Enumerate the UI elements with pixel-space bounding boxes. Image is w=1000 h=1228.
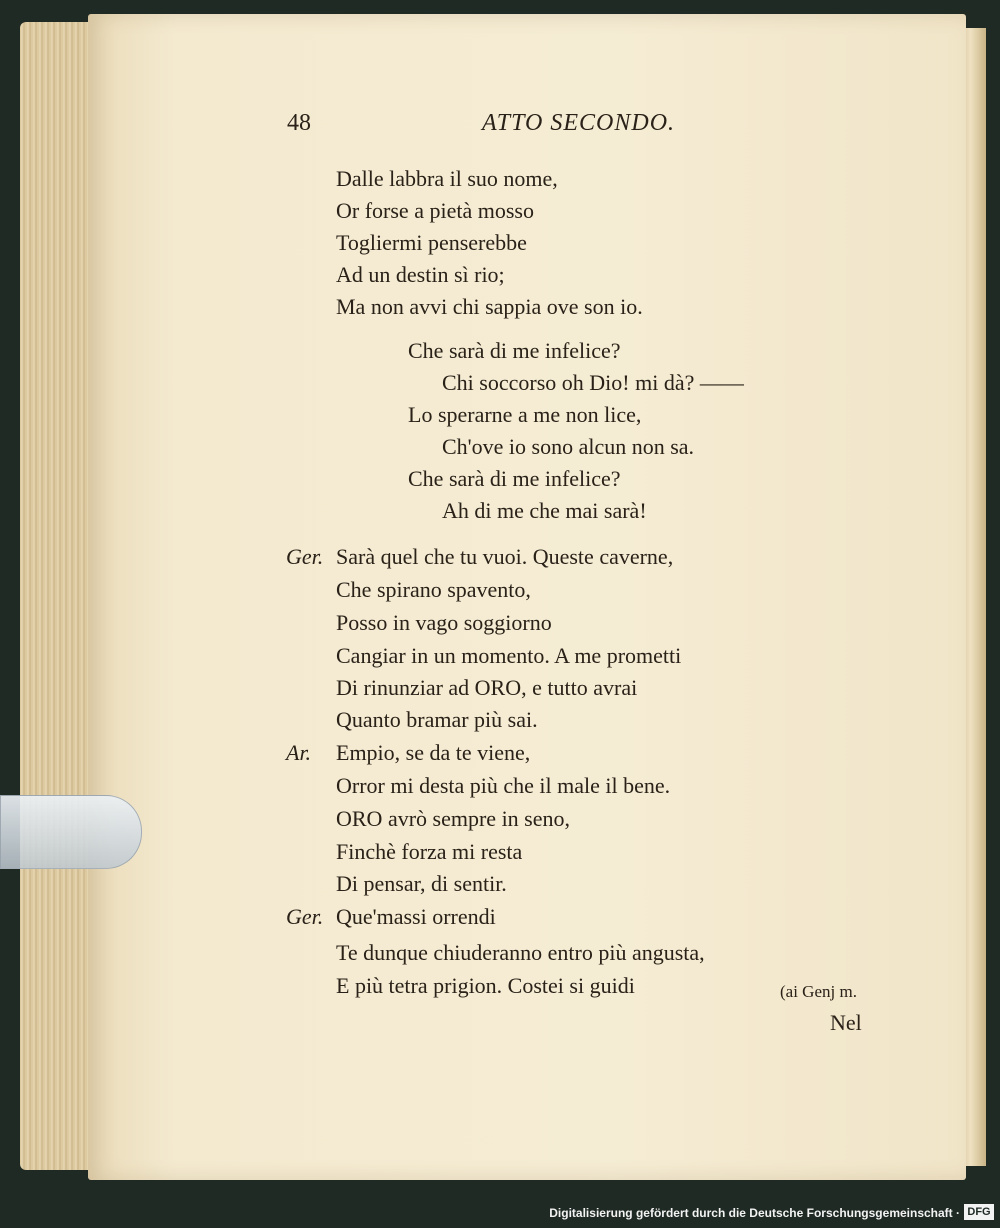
verse-line: Ma non avvi chi sappia ove son io.	[336, 294, 643, 319]
aria-line: Ah di me che mai sarà!	[442, 498, 647, 523]
dialogue-line: Finchè forza mi resta	[336, 839, 523, 864]
dialogue-line: Cangiar in un momento. A me prometti	[336, 643, 682, 668]
page-number: 48	[287, 110, 311, 136]
footer-credit: Digitalisierung gefördert durch die Deutsche Forschungsgemeinschaft ·	[549, 1206, 960, 1220]
running-header: ATTO SECONDO.	[482, 110, 676, 136]
verse-line: Or forse a pietà mosso	[336, 198, 534, 223]
dialogue-line: ORO avrò sempre in seno,	[336, 806, 571, 831]
verse-line: Ad un destin sì rio;	[336, 262, 505, 287]
dialogue-line: E più tetra prigion. Costei si guidi	[336, 973, 635, 998]
dialogue-line: Empio, se da te viene,	[336, 740, 531, 765]
dialogue-line: Sarà quel che tu vuoi. Queste caverne,	[336, 544, 674, 569]
dialogue-line: Di pensar, di sentir.	[336, 871, 507, 896]
dialogue-line: Que'massi orrendi	[336, 904, 496, 929]
aria-line: Lo sperarne a me non lice,	[408, 402, 642, 427]
speaker-label: Ger.	[286, 544, 324, 569]
verse-line: Dalle labbra il suo nome,	[336, 166, 558, 191]
speaker-label: Ger.	[286, 904, 324, 929]
aria-line: Chi soccorso oh Dio! mi dà? ——	[442, 370, 744, 395]
dialogue-line: Di rinunziar ad ORO, e tutto avrai	[336, 675, 638, 700]
dialogue-line: Te dunque chiuderanno entro più angusta,	[336, 940, 705, 965]
dialogue-line: Orror mi desta più che il male il bene.	[336, 773, 671, 798]
page-marker-tab	[0, 795, 142, 869]
dialogue-line: Quanto bramar più sai.	[336, 707, 538, 732]
dialogue-line: Posso in vago soggiorno	[336, 610, 552, 635]
aria-line: Che sarà di me infelice?	[408, 338, 621, 363]
speaker-label: Ar.	[286, 740, 312, 765]
aria-line: Ch'ove io sono alcun non sa.	[442, 434, 695, 459]
verse-line: Togliermi penserebbe	[336, 230, 527, 255]
aria-line: Che sarà di me infelice?	[408, 466, 621, 491]
dfg-logo-icon: DFG	[964, 1204, 994, 1220]
dialogue-line: Che spirano spavento,	[336, 577, 531, 602]
stage-direction: (ai Genj m.	[780, 982, 857, 1001]
catchword: Nel	[830, 1010, 862, 1035]
